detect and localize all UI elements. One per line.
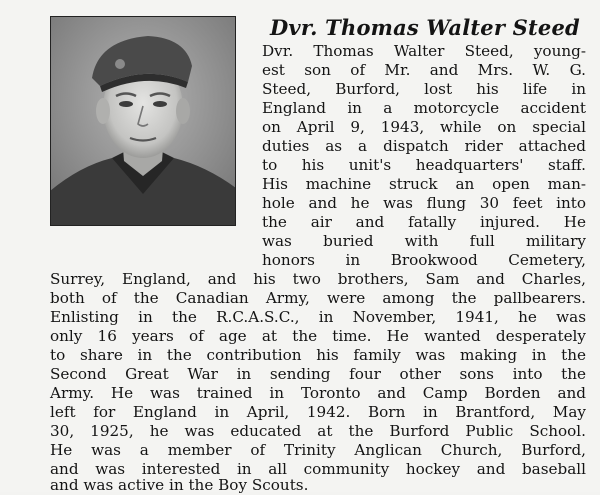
text-line: only 16 years of age at the time. He wanted desperately [50,327,586,345]
portrait-photo [50,16,236,226]
text-line: England in a motorcycle accident [262,99,586,117]
text-line: duties as a dispatch rider attached [262,137,586,155]
text-line: Surrey, England, and his two brothers, Sam and Charles, [50,270,586,288]
text-line: He was a member of Trinity Anglican Church, Burford, [50,441,586,459]
text-line: both of the Canadian Army, were among the pallbearers. [50,289,586,307]
text-line: Second Great War in sending four other sons into the [50,365,586,383]
text-line: Steed, Burford, lost his life in [262,80,586,98]
text-line: the air and fatally injured. He [262,213,586,231]
text-line: was buried with full military [262,232,586,250]
text-line: est son of Mr. and Mrs. W. G. [262,61,586,79]
text-line: Army. He was trained in Toronto and Camp Borden and [50,384,586,402]
text-line: honors in Brookwood Cemetery, [262,251,586,269]
article-title: Dvr. Thomas Walter Steed [270,15,580,40]
text-line: and was interested in all community hockey and baseball [50,460,586,478]
text-line: Enlisting in the R.C.A.S.C., in November, 1941, he was [50,308,586,326]
text-line: hole and he was flung 30 feet into [262,194,586,212]
text-line: and was active in the Boy Scouts. [50,476,309,494]
text-line: to share in the contribution his family was making in the [50,346,586,364]
text-line: 30, 1925, he was educated at the Burford Public School. [50,422,586,440]
text-line: on April 9, 1943, while on special [262,118,586,136]
text-line: His machine struck an open man- [262,175,586,193]
text-line: Dvr. Thomas Walter Steed, young- [262,42,586,60]
text-line: to his unit's headquarters' staff. [262,156,586,174]
text-line: left for England in April, 1942. Born in Brantford, May [50,403,586,421]
